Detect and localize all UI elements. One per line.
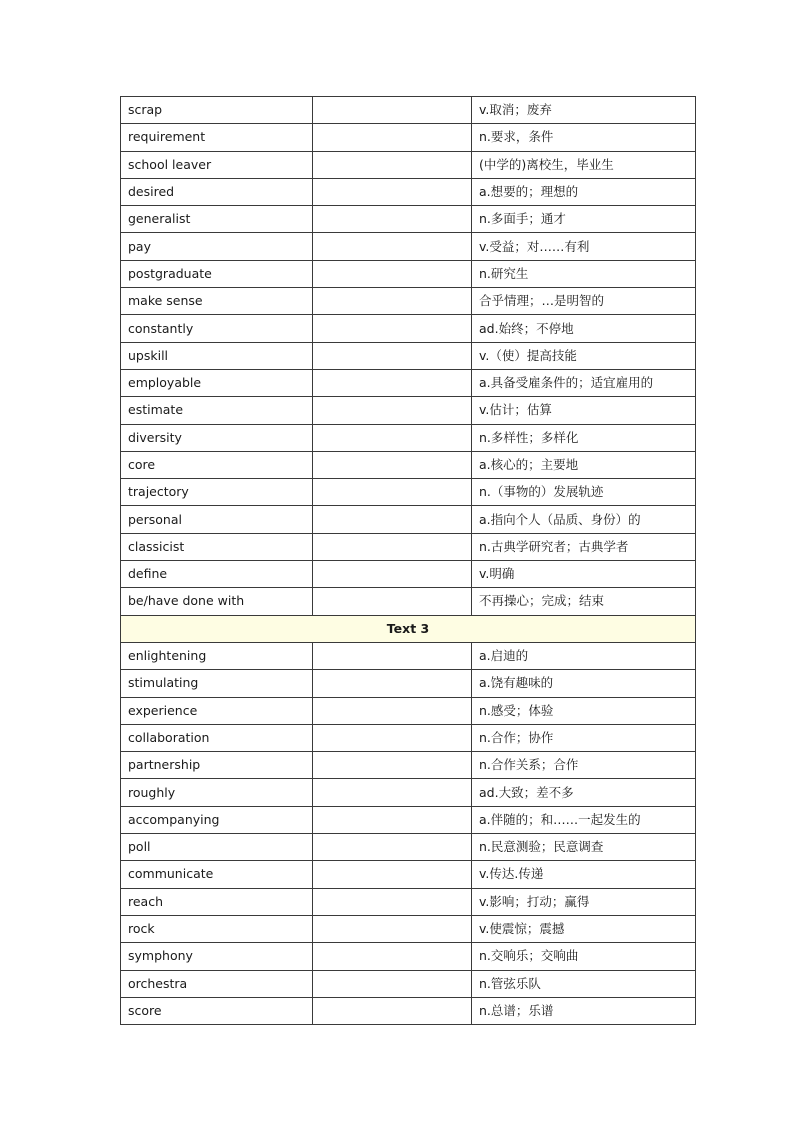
vocab-row: [121, 151, 696, 178]
vocab-word: constantly: [121, 315, 313, 342]
vocab-row: [121, 588, 696, 615]
vocab-row: [121, 533, 696, 560]
vocab-meaning: a.指向个人（品质、身份）的: [472, 506, 696, 533]
vocab-meaning: 合乎情理；…是明智的: [472, 288, 696, 315]
vocab-blank-cell: [313, 206, 472, 233]
vocab-word: school leaver: [121, 151, 313, 178]
vocab-row: [121, 315, 696, 342]
vocab-blank-cell: [313, 588, 472, 615]
vocab-word: employable: [121, 369, 313, 396]
vocab-row: [121, 915, 696, 942]
vocab-blank-cell: [313, 670, 472, 697]
vocab-row: [121, 233, 696, 260]
vocab-row: [121, 97, 696, 124]
vocab-blank-cell: [313, 506, 472, 533]
vocab-meaning: v.明确: [472, 561, 696, 588]
vocab-word: reach: [121, 888, 313, 915]
vocab-blank-cell: [313, 369, 472, 396]
vocab-meaning: n.要求，条件: [472, 124, 696, 151]
vocab-blank-cell: [313, 752, 472, 779]
vocab-word: communicate: [121, 861, 313, 888]
vocab-word: upskill: [121, 342, 313, 369]
vocab-meaning: n.研究生: [472, 260, 696, 287]
vocab-row: [121, 206, 696, 233]
vocab-meaning: n.合作；协作: [472, 724, 696, 751]
vocab-row: [121, 561, 696, 588]
vocab-row: [121, 642, 696, 669]
vocab-row: [121, 724, 696, 751]
vocab-meaning: n.多样性；多样化: [472, 424, 696, 451]
vocab-meaning: 不再操心；完成；结束: [472, 588, 696, 615]
section-heading: Text 3: [121, 615, 696, 642]
vocab-word: diversity: [121, 424, 313, 451]
vocab-meaning: v.受益；对……有利: [472, 233, 696, 260]
vocab-row: [121, 178, 696, 205]
vocab-blank-cell: [313, 943, 472, 970]
vocab-word: rock: [121, 915, 313, 942]
vocab-word: score: [121, 997, 313, 1024]
vocab-meaning: n.多面手；通才: [472, 206, 696, 233]
vocab-word: scrap: [121, 97, 313, 124]
vocab-row: [121, 697, 696, 724]
vocab-row: [121, 451, 696, 478]
vocab-word: trajectory: [121, 479, 313, 506]
vocab-blank-cell: [313, 424, 472, 451]
vocabulary-table: [120, 96, 696, 1025]
vocab-blank-cell: [313, 970, 472, 997]
vocab-meaning: v.传达.传递: [472, 861, 696, 888]
vocab-row: [121, 806, 696, 833]
vocab-row: [121, 861, 696, 888]
section-heading-row: [121, 615, 696, 642]
vocab-row: [121, 369, 696, 396]
vocab-row: [121, 997, 696, 1024]
vocab-blank-cell: [313, 561, 472, 588]
vocab-blank-cell: [313, 451, 472, 478]
vocab-meaning: a.具备受雇条件的；适宜雇用的: [472, 369, 696, 396]
vocab-word: define: [121, 561, 313, 588]
vocab-blank-cell: [313, 834, 472, 861]
vocab-blank-cell: [313, 342, 472, 369]
vocab-word: stimulating: [121, 670, 313, 697]
vocab-blank-cell: [313, 724, 472, 751]
vocab-meaning: a.核心的；主要地: [472, 451, 696, 478]
vocab-blank-cell: [313, 288, 472, 315]
vocab-row: [121, 479, 696, 506]
vocab-row: [121, 342, 696, 369]
vocab-word: requirement: [121, 124, 313, 151]
vocab-word: estimate: [121, 397, 313, 424]
vocab-blank-cell: [313, 397, 472, 424]
vocab-row: [121, 834, 696, 861]
vocab-blank-cell: [313, 151, 472, 178]
vocab-blank-cell: [313, 915, 472, 942]
vocab-meaning: v.使震惊；震撼: [472, 915, 696, 942]
vocab-row: [121, 970, 696, 997]
vocab-blank-cell: [313, 315, 472, 342]
vocab-blank-cell: [313, 888, 472, 915]
vocab-row: [121, 943, 696, 970]
vocab-word: generalist: [121, 206, 313, 233]
vocab-word: orchestra: [121, 970, 313, 997]
vocab-blank-cell: [313, 997, 472, 1024]
vocab-blank-cell: [313, 642, 472, 669]
vocab-word: personal: [121, 506, 313, 533]
vocab-blank-cell: [313, 806, 472, 833]
vocab-word: partnership: [121, 752, 313, 779]
vocab-blank-cell: [313, 260, 472, 287]
vocab-word: core: [121, 451, 313, 478]
vocab-word: pay: [121, 233, 313, 260]
vocab-blank-cell: [313, 779, 472, 806]
vocab-word: be/have done with: [121, 588, 313, 615]
vocab-row: [121, 506, 696, 533]
vocab-word: classicist: [121, 533, 313, 560]
vocab-row: [121, 779, 696, 806]
vocab-blank-cell: [313, 861, 472, 888]
vocab-word: experience: [121, 697, 313, 724]
vocab-blank-cell: [313, 178, 472, 205]
vocab-blank-cell: [313, 233, 472, 260]
vocabulary-table-body: [121, 97, 696, 1025]
vocab-meaning: n.古典学研究者；古典学者: [472, 533, 696, 560]
vocab-word: desired: [121, 178, 313, 205]
vocab-meaning: n.合作关系；合作: [472, 752, 696, 779]
vocab-row: [121, 888, 696, 915]
vocab-meaning: n.感受；体验: [472, 697, 696, 724]
vocab-row: [121, 424, 696, 451]
vocab-word: symphony: [121, 943, 313, 970]
vocab-meaning: ad.大致；差不多: [472, 779, 696, 806]
vocab-word: postgraduate: [121, 260, 313, 287]
vocab-meaning: n.交响乐；交响曲: [472, 943, 696, 970]
vocab-blank-cell: [313, 479, 472, 506]
vocab-row: [121, 260, 696, 287]
vocab-meaning: a.启迪的: [472, 642, 696, 669]
vocab-meaning: n.（事物的）发展轨迹: [472, 479, 696, 506]
vocab-meaning: (中学的)离校生，毕业生: [472, 151, 696, 178]
vocab-meaning: a.饶有趣味的: [472, 670, 696, 697]
vocab-meaning: n.民意测验；民意调查: [472, 834, 696, 861]
vocab-meaning: a.想要的；理想的: [472, 178, 696, 205]
vocab-meaning: a.伴随的；和……一起发生的: [472, 806, 696, 833]
vocab-meaning: v.（使）提高技能: [472, 342, 696, 369]
vocab-word: enlightening: [121, 642, 313, 669]
vocab-row: [121, 397, 696, 424]
vocab-word: make sense: [121, 288, 313, 315]
vocab-meaning: ad.始终；不停地: [472, 315, 696, 342]
vocab-meaning: n.总谱；乐谱: [472, 997, 696, 1024]
vocab-row: [121, 670, 696, 697]
vocab-row: [121, 288, 696, 315]
vocab-meaning: n.管弦乐队: [472, 970, 696, 997]
vocab-meaning: v.取消；废弃: [472, 97, 696, 124]
vocab-word: accompanying: [121, 806, 313, 833]
vocab-word: collaboration: [121, 724, 313, 751]
vocab-blank-cell: [313, 124, 472, 151]
vocab-blank-cell: [313, 697, 472, 724]
vocab-meaning: v.估计；估算: [472, 397, 696, 424]
vocab-blank-cell: [313, 97, 472, 124]
vocab-meaning: v.影响；打动；赢得: [472, 888, 696, 915]
vocab-word: poll: [121, 834, 313, 861]
vocab-word: roughly: [121, 779, 313, 806]
vocab-row: [121, 124, 696, 151]
vocab-blank-cell: [313, 533, 472, 560]
vocab-row: [121, 752, 696, 779]
